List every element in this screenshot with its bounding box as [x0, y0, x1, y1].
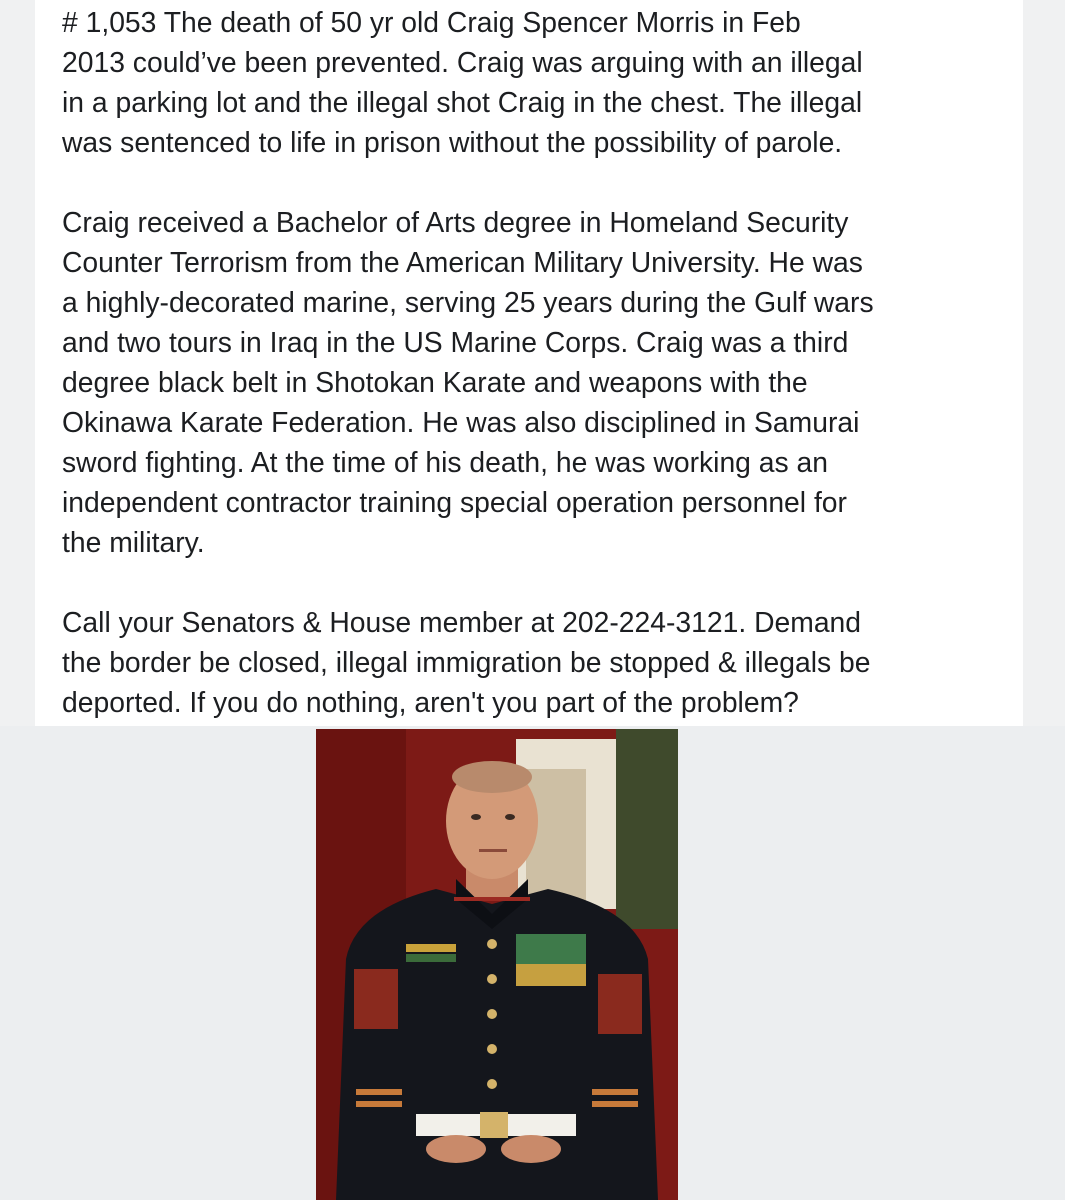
paragraph-spacer — [62, 162, 1012, 202]
photo-ribbon — [406, 954, 456, 962]
photo-area — [0, 726, 1065, 1200]
post-paragraph-biography: Craig received a Bachelor of Arts degree in Homeland Security Counter Terrorism from the American Military University. He was a highly-decorated marine, serving 25 years during the Gulf wars and two tours in Iraq in the US Marine Corps. Craig was a third degree black belt in Shotokan Karate and weapons with the Okinawa Karate Federation. He was also disciplined in Samurai sword fighting. At the time of his death, he was working as an independent contractor training special operation personnel for the military. — [62, 206, 874, 558]
photo-ribbon — [406, 944, 456, 952]
photo-belt-buckle — [480, 1112, 508, 1138]
post-photo[interactable] — [316, 729, 678, 1200]
photo-service-stripe — [356, 1101, 402, 1107]
photo-collar-trim — [454, 897, 530, 901]
paragraph-spacer — [62, 562, 1012, 602]
photo-eye-right — [505, 814, 515, 820]
photo-hair — [452, 761, 532, 793]
photo-service-stripe — [356, 1089, 402, 1095]
post-body — [62, 2, 1012, 722]
photo-service-stripe — [592, 1089, 638, 1095]
photo-hand — [426, 1135, 486, 1163]
post-paragraph-intro: # 1,053 The death of 50 yr old Craig Spencer Morris in Feb 2013 could’ve been prevented. Craig was arguing with an illegal in a parking lot and the illegal shot Craig in the chest. The illegal was sentenced to life in prison without the possibility of parole. — [62, 6, 863, 158]
post-card — [35, 0, 1023, 726]
photo-eye-left — [471, 814, 481, 820]
photo-button — [487, 939, 497, 949]
photo-plant — [616, 729, 678, 929]
photo-medal-ribbons — [516, 934, 586, 964]
photo-button — [487, 1009, 497, 1019]
marine-portrait-image — [316, 729, 678, 1200]
photo-mouth — [479, 849, 507, 852]
photo-uniform — [336, 889, 658, 1200]
photo-button — [487, 974, 497, 984]
photo-button — [487, 1079, 497, 1089]
photo-button — [487, 1044, 497, 1054]
post-paragraph-call-to-action: Call your Senators & House member at 202-224-3121. Demand the border be closed, illegal immigration be stopped & illegals be deported. If you do nothing, aren't you part of the problem? — [62, 606, 871, 718]
photo-chevron-right — [598, 974, 642, 1034]
photo-medals — [516, 964, 586, 986]
photo-service-stripe — [592, 1101, 638, 1107]
photo-hand — [501, 1135, 561, 1163]
photo-chevron-left — [354, 969, 398, 1029]
